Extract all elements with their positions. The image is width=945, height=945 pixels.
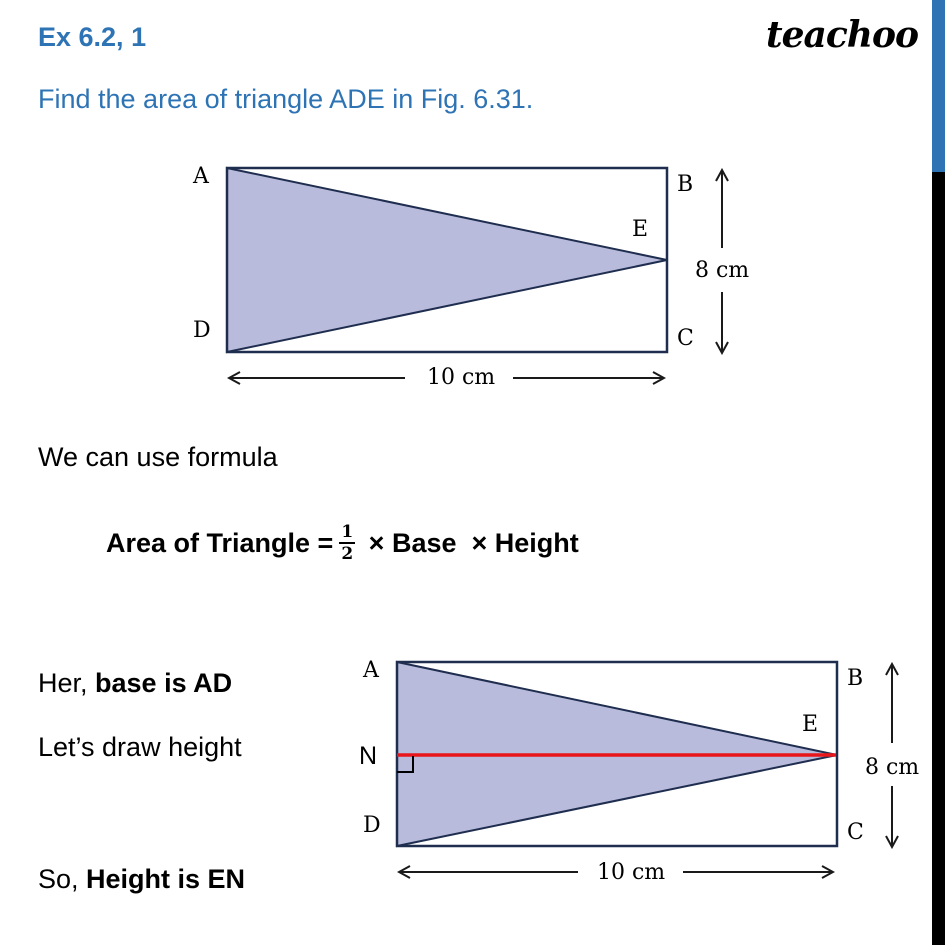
fig2-width-label: 10 cm bbox=[597, 860, 666, 885]
fig1-triangle-ade bbox=[227, 168, 667, 352]
area-formula bbox=[106, 524, 579, 563]
height-statement bbox=[38, 864, 245, 895]
fig2-label-n: N bbox=[359, 742, 378, 770]
fig1-height-label: 8 cm bbox=[695, 258, 750, 283]
formula-lhs: Area of Triangle = bbox=[106, 528, 334, 558]
base-statement bbox=[38, 668, 232, 699]
fig2-label-e: E bbox=[802, 712, 819, 737]
fig1-width-label: 10 cm bbox=[427, 365, 496, 390]
formula-rhs: × Base × Height bbox=[361, 528, 579, 558]
fig1-label-c: C bbox=[677, 326, 694, 351]
fig1-label-e: E bbox=[632, 217, 649, 242]
fraction-numerator: 1 bbox=[341, 522, 354, 542]
brand-logo: teachoo bbox=[766, 14, 918, 56]
draw-height-text: Let’s draw height bbox=[38, 732, 242, 762]
fraction-denominator: 2 bbox=[341, 544, 354, 564]
formula-fraction bbox=[339, 524, 355, 563]
intro-text: We can use formula bbox=[38, 442, 278, 472]
exercise-number: Ex 6.2, 1 bbox=[38, 22, 147, 52]
fig2-label-a: A bbox=[363, 658, 379, 683]
fig1-label-b: B bbox=[677, 172, 694, 197]
base-bold: base is AD bbox=[95, 668, 233, 698]
fig2-label-d: D bbox=[363, 813, 381, 838]
question-text: Find the area of triangle ADE in Fig. 6.31. bbox=[38, 84, 534, 114]
fig2-label-b: B bbox=[847, 666, 864, 691]
fig1-diagram bbox=[192, 164, 749, 390]
fig1-label-d: D bbox=[193, 318, 211, 343]
height-bold: Height is EN bbox=[86, 864, 246, 894]
fig2-height-label: 8 cm bbox=[865, 755, 920, 780]
fig2-diagram bbox=[359, 658, 919, 885]
fig1-label-a: A bbox=[193, 164, 209, 189]
base-prefix: Her, bbox=[38, 668, 96, 698]
fig2-label-c: C bbox=[847, 820, 864, 845]
height-prefix: So, bbox=[38, 864, 87, 894]
